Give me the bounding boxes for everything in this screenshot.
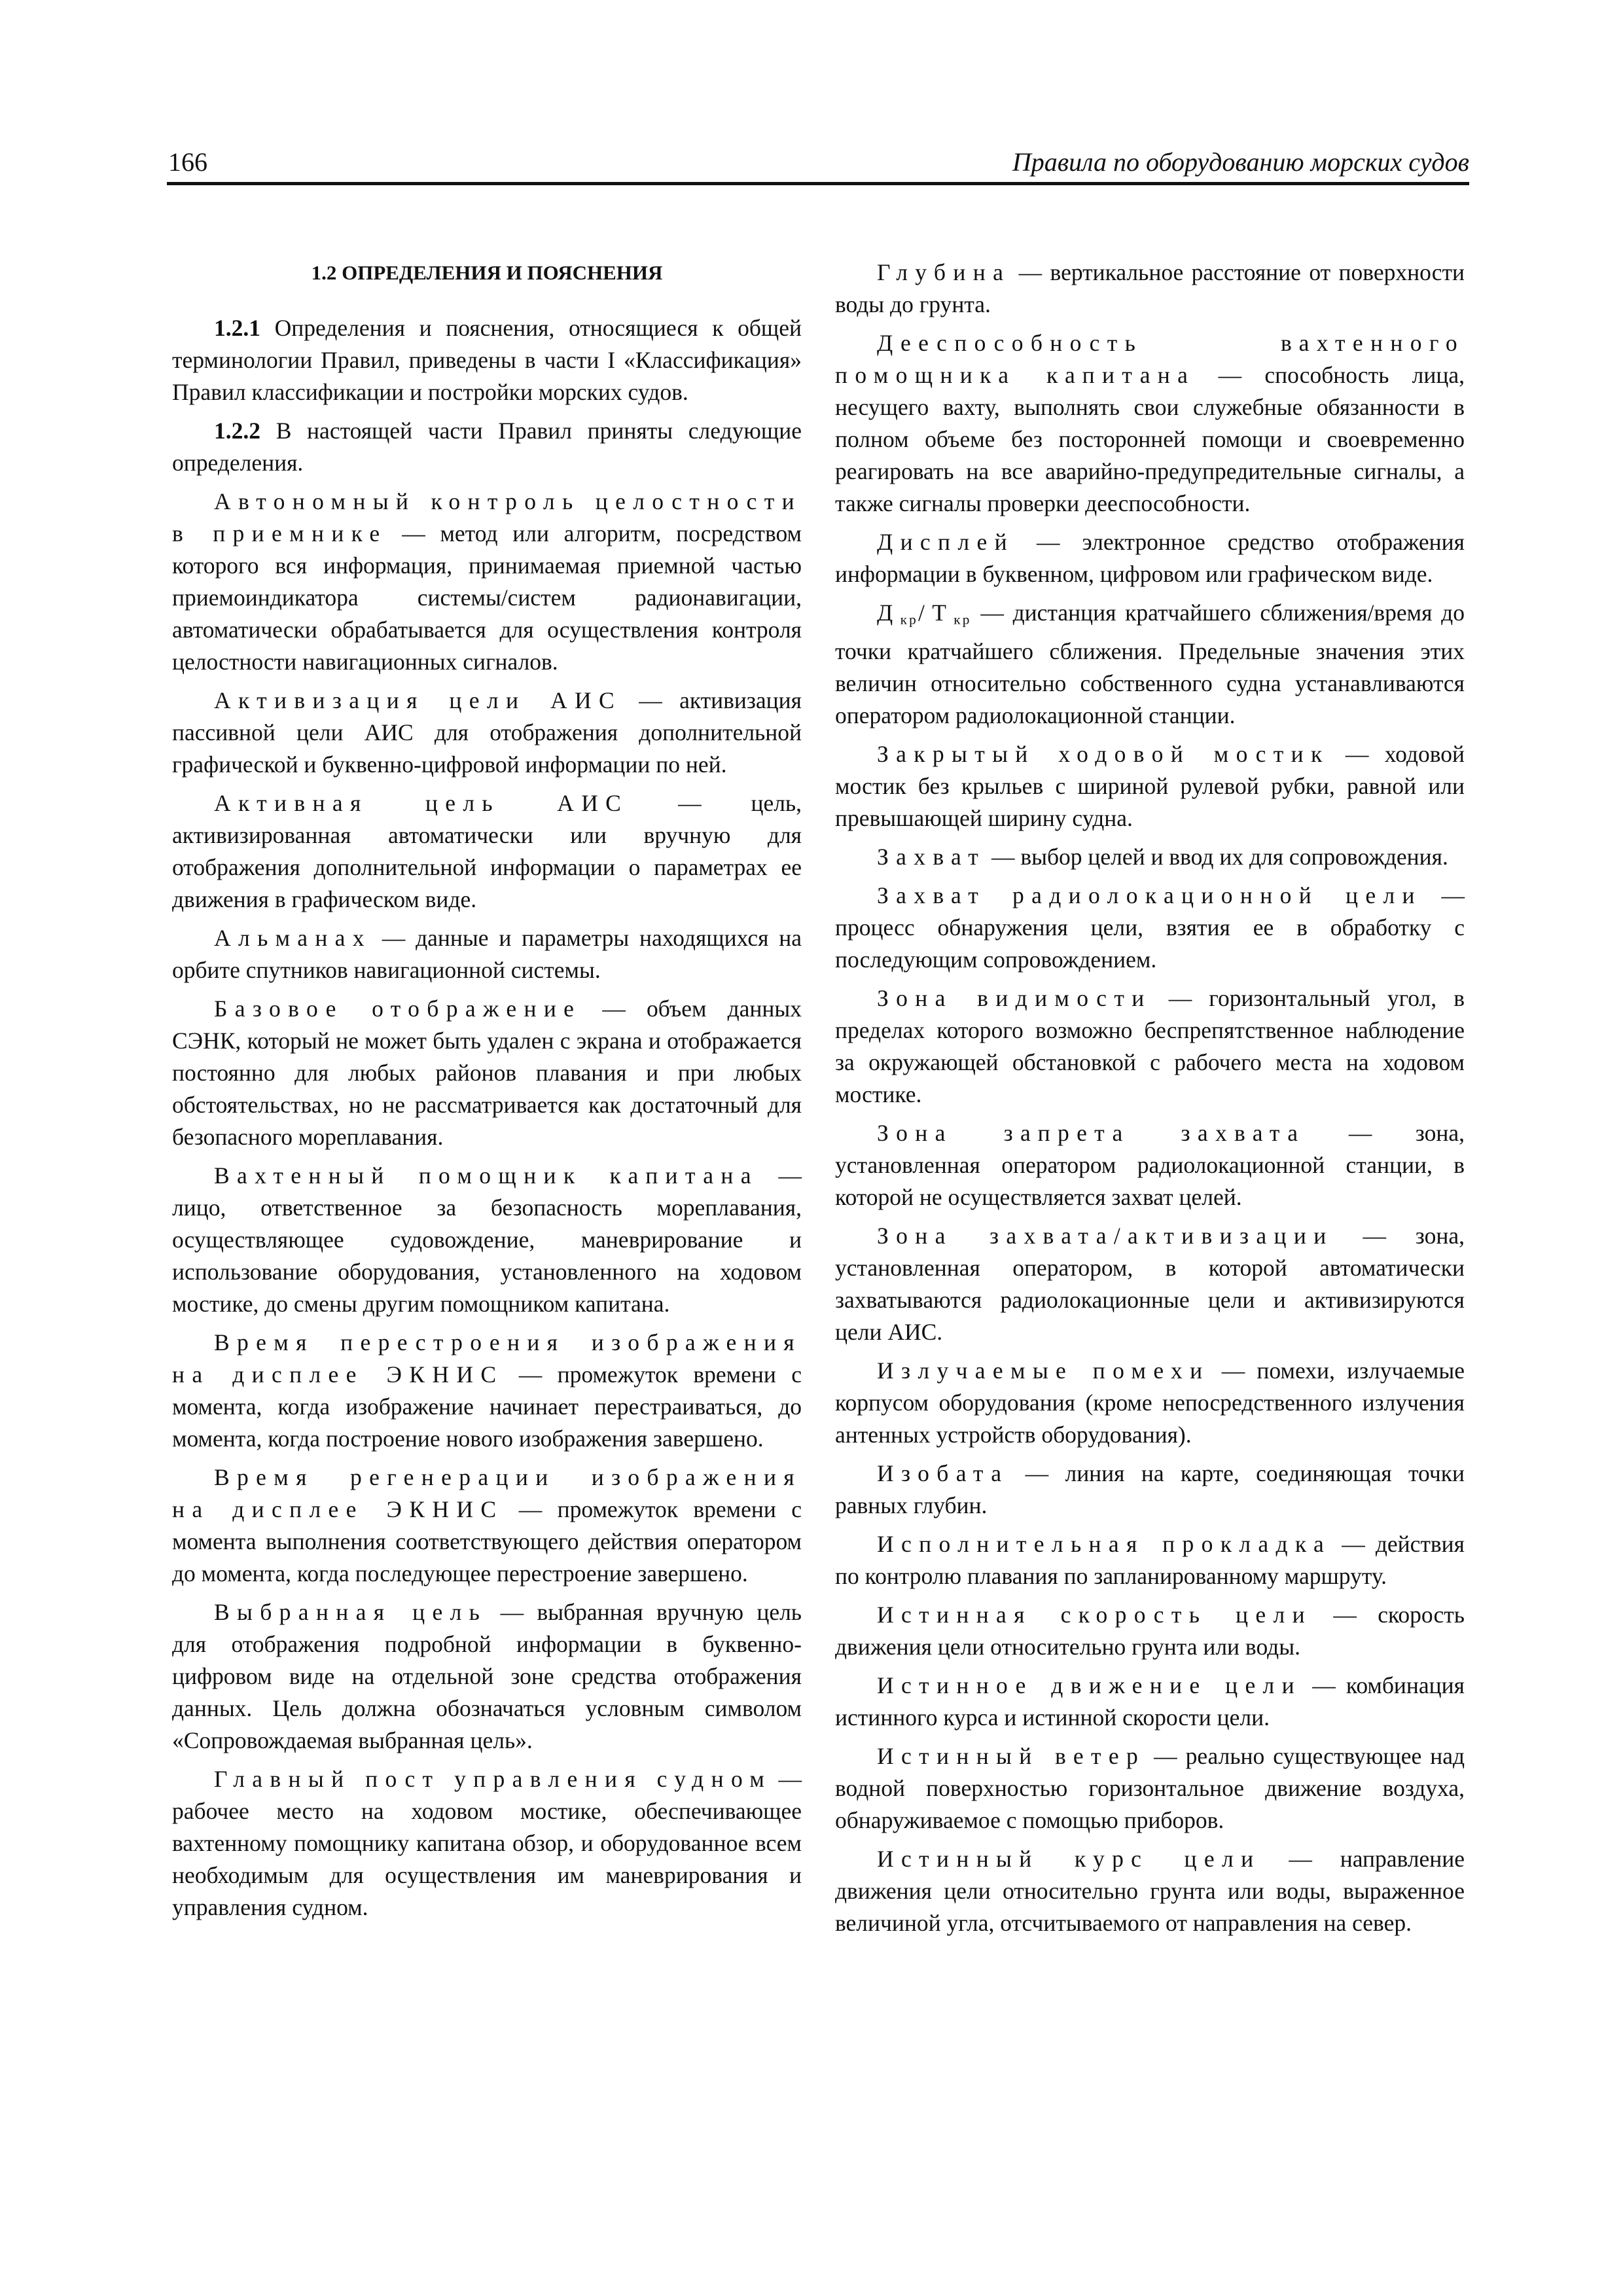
definition-text: — направление движения цели относительно грунта или воды, выраженное величиной угла, отсчитываемого от направления на север. bbox=[835, 1846, 1465, 1937]
definition-text: — электронное средство отображения информации в буквенном, цифровом или графическом виде. bbox=[835, 529, 1465, 587]
definition-term: Вахтенный помощник капитана bbox=[214, 1162, 758, 1189]
definition-paragraph bbox=[835, 1117, 1465, 1213]
definition-paragraph bbox=[835, 1220, 1465, 1348]
definition-text: — линия на карте, соединяющая точки равных глубин. bbox=[835, 1460, 1465, 1519]
definition-paragraph bbox=[835, 841, 1465, 873]
clause-1-2-1 bbox=[172, 312, 802, 408]
definition-text: — промежуток времени с момента, когда изображение начинает перестраиваться, до момента, когда построение нового изображения завершено. bbox=[172, 1361, 802, 1452]
definition-text: — реально существующее над водной поверхностью горизонтальное движение воздуха, обнаруживаемое с помощью приборов. bbox=[835, 1743, 1465, 1834]
definition-paragraph bbox=[172, 486, 802, 678]
definition-term: Дисплей bbox=[877, 529, 1014, 555]
definition-text: — способность лица, несущего вахту, выполнять свои служебные обязанности в полном объеме без посторонней помощи и своевременно реагировать на все аварийно-предупредительные сигналы, а также сигналы проверки дееспособности. bbox=[835, 362, 1465, 516]
definition-paragraph bbox=[835, 982, 1465, 1111]
definition-paragraph bbox=[835, 880, 1465, 976]
definition-text: — метод или алгоритм, посредством которого вся информация, принимаемая приемной частью приемоиндикатора системы/систем радионавигации, автоматически обрабатывается для осуществления контроля целостности навигационных сигналов. bbox=[172, 520, 802, 675]
term-t: Т bbox=[932, 600, 954, 626]
definition-text: — действия по контролю плавания по запланированному маршруту. bbox=[835, 1531, 1465, 1590]
definition-term: Истинное движение цели bbox=[877, 1672, 1302, 1699]
definition-paragraph bbox=[835, 327, 1465, 520]
definition-paragraph bbox=[835, 1843, 1465, 1939]
clause-text: Определения и пояснения, относящиеся к общей терминологии Правил, приведены в части I «Классификация» Правил классификации и постройки морских судов. bbox=[172, 315, 802, 405]
definition-paragraph bbox=[835, 1599, 1465, 1663]
running-header bbox=[167, 143, 1469, 185]
clause-number: 1.2.1 bbox=[214, 315, 260, 341]
definition-paragraph bbox=[172, 787, 802, 916]
definition-text: — промежуток времени с момента выполнения соответствующего действия оператором до момента, когда последующее перестроение завершено. bbox=[172, 1496, 802, 1587]
definition-text: — данные и параметры находящихся на орбите спутников навигационной системы. bbox=[172, 925, 802, 983]
definition-text: — ходовой мостик без крыльев с шириной рулевой рубки, равной или превышающей ширину судна. bbox=[835, 741, 1465, 832]
definition-text: — выбор целей и ввод их для сопровождения. bbox=[986, 844, 1448, 870]
definition-text: — объем данных СЭНК, который не может быть удален с экрана и отображается постоянно для любых районов плавания и при любых обстоятельствах, но не рассматривается как достаточный для безопасного мореплавания. bbox=[172, 996, 802, 1150]
definition-paragraph bbox=[172, 1596, 802, 1757]
definition-text: — зона, установленная оператором, в которой автоматически захватываются радиолокационные цели и активизируются цели АИС. bbox=[835, 1223, 1465, 1346]
left-column bbox=[172, 257, 802, 1930]
definition-term: Автономный контроль целостности в приемнике bbox=[172, 488, 802, 547]
definition-paragraph bbox=[172, 1160, 802, 1320]
definition-term: Базовое отображение bbox=[214, 996, 582, 1022]
definition-term: Зона запрета захвата bbox=[877, 1120, 1306, 1147]
definition-paragraph bbox=[835, 1670, 1465, 1734]
definition-term: Исполнительная прокладка bbox=[877, 1531, 1332, 1558]
definition-paragraph bbox=[835, 1355, 1465, 1451]
definition-term: Захват радиолокационной цели bbox=[877, 882, 1422, 909]
definition-text: — вертикальное расстояние от поверхности воды до грунта. bbox=[835, 259, 1465, 317]
definition-paragraph bbox=[835, 1528, 1465, 1592]
clause-text: В настоящей части Правил приняты следующие определения. bbox=[172, 418, 802, 476]
definition-term: Истинный курс цели bbox=[877, 1846, 1261, 1873]
definition-term: Зона видимости bbox=[877, 985, 1152, 1012]
definition-text: — лицо, ответственное за безопасность мореплавания, осуществляющее судовождение, маневрирование и использование оборудования, установленного на ходовом мостике, до смены другим помощником капитана. bbox=[172, 1162, 802, 1317]
definition-text: — процесс обнаружения цели, взятия ее в обработку с последующим сопровождением. bbox=[835, 882, 1465, 973]
definition-term: Изобата bbox=[877, 1460, 1009, 1487]
definition-term: Излучаемые помехи bbox=[877, 1357, 1210, 1384]
definition-paragraph bbox=[835, 1740, 1465, 1837]
definition-term: Время регенерации изображения на дисплее ЭКНИС bbox=[172, 1464, 802, 1522]
definition-paragraph bbox=[172, 922, 802, 986]
definition-text: — дистанция кратчайшего сближения/время до точки кратчайшего сближения. Предельные значения этих величин относительно собственного судна устанавливаются оператором радиолокационной станции. bbox=[835, 600, 1465, 729]
definition-text: — выбранная вручную цель для отображения подробной информации в буквенно-цифровом виде на отдельной зоне средства отображения данных. Цель должна обозначаться условным символом «Сопровождаемая выбранная цель». bbox=[172, 1599, 802, 1753]
definition-term: Истинная скорость цели bbox=[877, 1602, 1312, 1628]
definition-text: — помехи, излучаемые корпусом оборудования (кроме непосредственного излучения антенных устройств оборудования). bbox=[835, 1357, 1465, 1448]
definition-term: Выбранная цель bbox=[214, 1599, 488, 1625]
definition-term: Время перестроения изображения на дисплее ЭКНИС bbox=[172, 1329, 802, 1388]
definition-paragraph bbox=[835, 526, 1465, 590]
definition-text: — комбинация истинного курса и истинной скорости цели. bbox=[835, 1672, 1465, 1731]
definition-paragraph bbox=[835, 597, 1465, 732]
definition-term: Активизация цели АИС bbox=[214, 687, 622, 713]
definition-term: Захват bbox=[877, 844, 986, 870]
definition-paragraph bbox=[172, 1763, 802, 1924]
definition-text: — зона, установленная оператором радиолокационной станции, в которой не осуществляется захват целей. bbox=[835, 1120, 1465, 1211]
definition-term: Истинный ветер bbox=[877, 1743, 1146, 1770]
definition-term: Активная цель АИС bbox=[214, 790, 629, 816]
definition-term: Альманах bbox=[214, 925, 372, 951]
definition-term: Главный пост управления судном bbox=[214, 1766, 772, 1792]
definition-text: — активизация пассивной цели АИС для отображения дополнительной графической и буквенно-цифровой информации по ней. bbox=[172, 687, 802, 778]
running-title: Правила по оборудованию морских судов bbox=[1012, 147, 1469, 177]
term-d: Д bbox=[877, 600, 901, 626]
clause-number: 1.2.2 bbox=[214, 418, 260, 444]
definition-term: Зона захвата/активизации bbox=[877, 1223, 1334, 1249]
definition-text: — скорость движения цели относительно грунта или воды. bbox=[835, 1602, 1465, 1660]
definition-term-dkr bbox=[877, 600, 972, 626]
definition-paragraph bbox=[172, 1327, 802, 1455]
definition-term: Глубина bbox=[877, 259, 1011, 285]
definition-paragraph bbox=[172, 993, 802, 1153]
definition-term: Дееспособность вахтенного помощника капитана bbox=[835, 330, 1465, 388]
subscript-kr: кр bbox=[900, 611, 918, 628]
definition-paragraph bbox=[835, 257, 1465, 321]
clause-1-2-2 bbox=[172, 415, 802, 479]
definition-text: — горизонтальный угол, в пределах которого возможно беспрепятственное наблюдение за окружающей обстановкой с рабочего места на ходовом мостике. bbox=[835, 985, 1465, 1108]
definition-text: — цель, активизированная автоматически или вручную для отображения дополнительной информации о параметрах ее движения в графическом виде. bbox=[172, 790, 802, 912]
page-number: 166 bbox=[168, 147, 207, 177]
definition-paragraph bbox=[835, 1458, 1465, 1522]
definition-paragraph bbox=[172, 685, 802, 781]
term-slash: / bbox=[918, 600, 933, 626]
subscript-kr: кр bbox=[954, 611, 972, 628]
definition-paragraph bbox=[172, 1462, 802, 1590]
definition-paragraph bbox=[835, 738, 1465, 834]
definition-text: — рабочее место на ходовом мостике, обеспечивающее вахтенному помощнику капитана обзор, и оборудованное всем необходимым для осуществления им маневрирования и управления судном. bbox=[172, 1766, 802, 1920]
section-title: 1.2 ОПРЕДЕЛЕНИЯ И ПОЯСНЕНИЯ bbox=[311, 261, 663, 284]
definition-term: Закрытый ходовой мостик bbox=[877, 741, 1330, 768]
right-column bbox=[835, 257, 1465, 1946]
